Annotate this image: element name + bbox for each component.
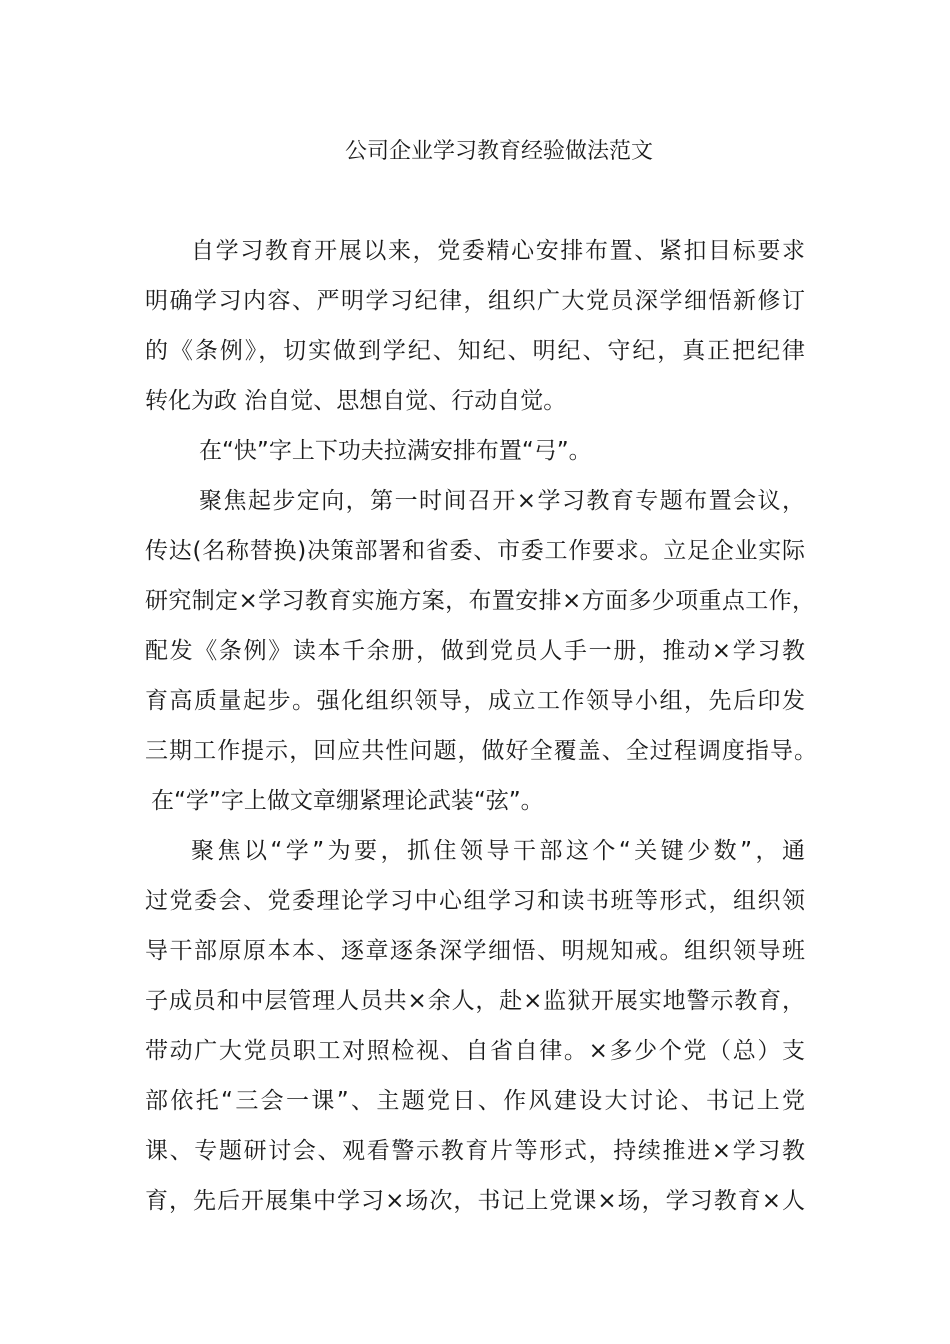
- body-line: 过党委会、党委理论学习中心组学习和读书班等形式，组织领: [145, 888, 807, 914]
- body-line: 子成员和中层管理人员共×余人，赴×监狱开展实地警示教育，: [145, 988, 806, 1014]
- body-line: 自学习教育开展以来，党委精心安排布置、紧扣目标要求: [191, 238, 807, 264]
- body-line: 传达(名称替换)决策部署和省委、市委工作要求。立足企业实际: [145, 538, 806, 564]
- body-line: 育高质量起步。强化组织领导，成立工作领导小组，先后印发: [145, 688, 807, 714]
- document-title: 公司企业学习教育经验做法范文: [344, 139, 653, 164]
- body-line: 导干部原原本本、逐章逐条深学细悟、明规知戒。组织领导班: [145, 938, 807, 964]
- body-line: 育，先后开展集中学习×场次，书记上党课×场，学习教育×人: [145, 1188, 806, 1214]
- body-line: 明确学习内容、严明学习纪律，组织广大党员深学细悟新修订: [145, 288, 807, 314]
- body-line: 聚焦起步定向，第一时间召开×学习教育专题布置会议，: [199, 488, 807, 514]
- body-line: 三期工作提示，回应共性问题，做好全覆盖、全过程调度指导。: [145, 738, 819, 764]
- body-line: 课、专题研讨会、观看警示教育片等形式，持续推进×学习教: [145, 1138, 807, 1164]
- body-line: 聚焦以“学”为要，抓住领导干部这个“关键少数”，通: [191, 838, 809, 864]
- body-line: 带动广大党员职工对照检视、自省自律。×多少个党（总）支: [145, 1038, 807, 1064]
- body-line: 的《条例》，切实做到学纪、知纪、明纪、守纪，真正把纪律: [145, 338, 807, 364]
- body-line: 部依托“三会一课”、主题党日、作风建设大讨论、书记上党: [145, 1088, 808, 1114]
- section-heading: 在“快”字上下功夫拉满安排布置“弓”。: [199, 438, 592, 464]
- body-line: 研究制定×学习教育实施方案，布置安排×方面多少项重点工作，: [145, 588, 816, 614]
- body-line: 配发《条例》读本千余册，做到党员人手一册，推动×学习教: [145, 638, 807, 664]
- section-heading: 在“学”字上做文章绷紧理论武装“弦”。: [151, 788, 544, 814]
- body-line: 转化为政 治自觉、思想自觉、行动自觉。: [145, 388, 567, 414]
